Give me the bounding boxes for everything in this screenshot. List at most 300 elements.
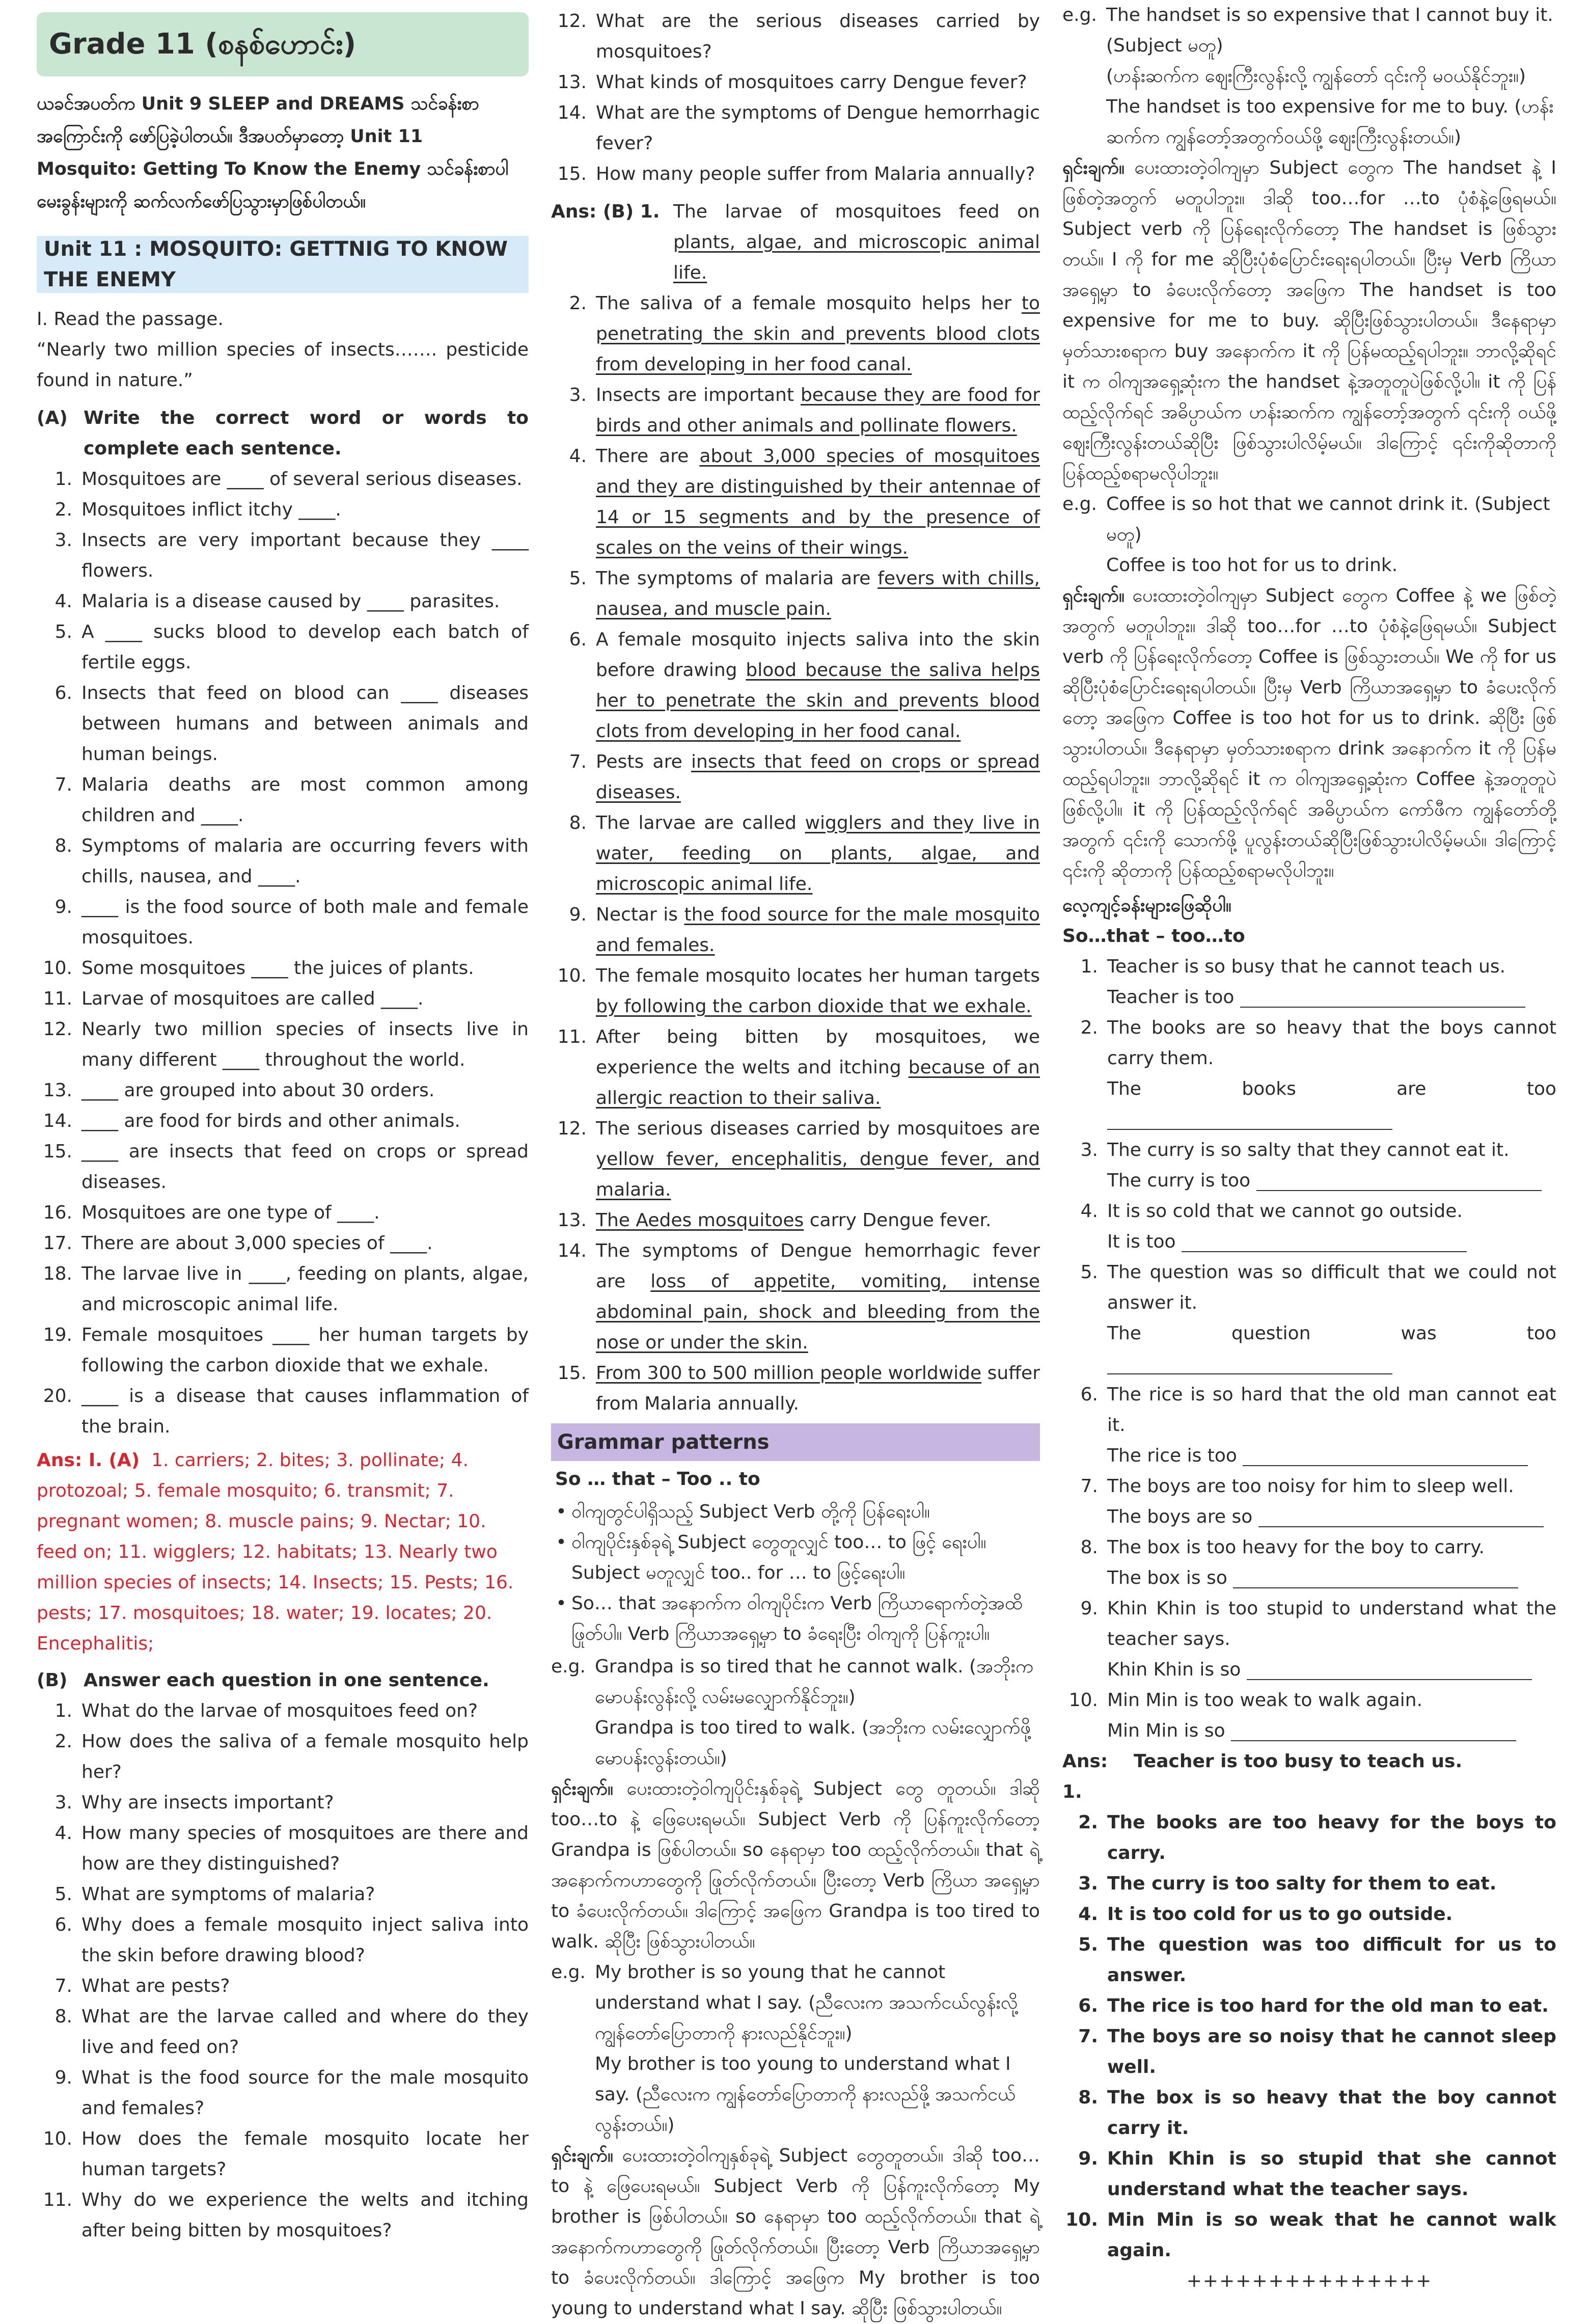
- item-number: 9.: [1080, 1598, 1098, 1619]
- item-number: 5.: [54, 621, 72, 642]
- item-text: A female mosquito injects saliva into the skin before drawing blood because the saliva helps her to penetrate the skin and prevents blood clots from developing in her food canal.: [596, 629, 1040, 742]
- item-number: 19.: [43, 1325, 72, 1345]
- item-text: What are the symptoms of Dengue hemorrhagic fever?: [596, 102, 1040, 154]
- item-number: 16.: [43, 1202, 72, 1223]
- item-text: [1107, 1593, 1556, 1685]
- answer-item: [551, 288, 1040, 380]
- item-number: 5.: [54, 1884, 72, 1905]
- item-text: Symptoms of malaria are occurring fevers with chills, nausea, and ____.: [81, 835, 529, 887]
- item-number: 14.: [557, 102, 587, 123]
- item-text: Nectar is the food source for the male mosquito and females.: [596, 904, 1040, 956]
- question-item: [551, 159, 1040, 190]
- exercise-stem: Khin Khin is so: [1107, 1655, 1556, 1685]
- answer-blank: [1258, 1508, 1544, 1527]
- item-number: 15.: [557, 164, 587, 184]
- item-text: From 300 to 500 million people worldwide suffer from Malaria annually.: [596, 1363, 1040, 1414]
- item-number: 12.: [43, 1019, 72, 1040]
- answer-blank: [1182, 1233, 1467, 1252]
- question-item: [37, 1696, 529, 1726]
- grammar-rule: [551, 1527, 1040, 1588]
- question-item: [37, 1198, 529, 1228]
- exercise-answer: [1062, 2021, 1556, 2083]
- question-item: [37, 1106, 529, 1137]
- question-item: [37, 586, 529, 617]
- grammar-rule: [551, 1588, 1040, 1650]
- item-number: 8.: [54, 835, 72, 856]
- underlined-answer: The Aedes mosquitoes: [596, 1210, 804, 1231]
- item-text: How does the female mosquito locate her human targets?: [81, 2128, 529, 2180]
- item-text: It is too cold for us to go outside.: [1107, 1904, 1453, 1925]
- item-text: The female mosquito locates her human targets by following the carbon dioxide that we exhale.: [596, 965, 1040, 1017]
- answer-item: [551, 961, 1040, 1022]
- answer-blank: [1233, 1569, 1518, 1588]
- answer-item: [551, 441, 1040, 563]
- bullet-icon: •: [556, 1593, 567, 1614]
- exercise-question: Teacher is so busy that he cannot teach us.: [1107, 956, 1506, 977]
- column-1: [37, 0, 529, 2246]
- item-text: The larvae are called wigglers and they live in water, feeding on plants, algae, and microscopic animal life.: [596, 813, 1040, 895]
- exercise-answer: [1062, 2083, 1556, 2144]
- item-text: The saliva of a female mosquito helps her to penetrating the skin and prevents blood clots from developing in her food canal.: [596, 293, 1040, 375]
- item-number: 10.: [43, 2128, 72, 2149]
- question-item: [37, 892, 529, 953]
- question-item: [37, 1818, 529, 1879]
- grammar-rules: [551, 1497, 1040, 1650]
- answer-blank: [1107, 1355, 1392, 1374]
- item-text: [1107, 1135, 1556, 1196]
- item-text: The rice is too hard for the old man to eat.: [1107, 1995, 1549, 2016]
- item-number: Ans: (B) 1.: [551, 201, 660, 222]
- item-text: ____ are food for birds and other animals.: [81, 1111, 460, 1131]
- item-number: 7.: [1078, 2026, 1098, 2047]
- section-b-questions-cont: [551, 6, 1040, 190]
- item-number: 6.: [1080, 1384, 1098, 1405]
- item-text: The larvae live in ____, feeding on plants, algae, and microscopic animal life.: [81, 1263, 529, 1315]
- answer-blank: [1231, 1722, 1516, 1741]
- question-item: [37, 1879, 529, 1910]
- exercise-stem: The question was too: [1107, 1318, 1556, 1380]
- answer-list: [551, 197, 1040, 1419]
- question-item: [37, 1910, 529, 1971]
- item-number: 8.: [569, 813, 587, 833]
- exercise-stem: Min Min is so: [1107, 1716, 1556, 1746]
- item-number: 1.: [54, 469, 72, 490]
- item-text: What kinds of mosquitoes carry Dengue fever?: [596, 72, 1027, 93]
- exercise-stem: The books are too: [1107, 1074, 1556, 1135]
- item-number: 8.: [1080, 1537, 1098, 1558]
- item-text: Mosquitoes are ____ of several serious diseases.: [81, 469, 523, 490]
- item-number: 15.: [43, 1141, 72, 1162]
- question-item: [37, 1259, 529, 1320]
- item-text: Some mosquitoes ____ the juices of plants.: [81, 958, 474, 979]
- item-number: 11.: [557, 1026, 587, 1047]
- answer-item: [551, 625, 1040, 747]
- question-item: [551, 6, 1040, 67]
- question-item: [37, 678, 529, 770]
- item-text: A ____ sucks blood to develop each batch of fertile eggs.: [81, 621, 529, 673]
- item-text: Larvae of mosquitoes are called ____.: [81, 988, 424, 1009]
- answer-item: [551, 747, 1040, 808]
- rule-text: ဝါကျပိုင်းနှစ်ခုရဲ့ Subject တွေတူလျှင် too… to ဖြင့် ရေးပါ။ Subject မတူလျှင် too.. for … to ဖြင့်ရေးပါ။: [571, 1532, 986, 1583]
- item-text: [1107, 1685, 1556, 1746]
- item-number: 4.: [54, 591, 72, 612]
- exercise-question: Min Min is too weak to walk again.: [1107, 1690, 1423, 1711]
- item-number: 17.: [43, 1233, 72, 1254]
- underlined-answer: the food source for the male mosquito and females.: [596, 904, 1040, 956]
- item-text: The box is so heavy that the boy cannot carry it.: [1107, 2087, 1556, 2139]
- item-number: 18.: [43, 1263, 72, 1284]
- exercise-item: [1062, 1135, 1556, 1196]
- underlined-answer: fevers with chills, nausea, and muscle pain.: [596, 568, 1040, 619]
- question-item: [37, 831, 529, 892]
- item-number: 20.: [43, 1386, 72, 1407]
- item-number: 7.: [1080, 1476, 1098, 1497]
- item-text: What is the food source for the male mosquito and females?: [81, 2067, 529, 2119]
- item-number: 11.: [43, 988, 72, 1009]
- eg-label: e.g.: [1062, 5, 1097, 25]
- answer-item: [551, 1236, 1040, 1358]
- grammar-pattern: So … that – Too .. to: [555, 1469, 760, 1490]
- item-text: The question was too difficult for us to answer.: [1107, 1934, 1556, 1986]
- unit-heading: [37, 236, 529, 293]
- underlined-answer: From 300 to 500 million people worldwide: [596, 1363, 982, 1384]
- item-text: The symptoms of Dengue hemorrhagic fever are loss of appetite, vomiting, intense abdominal pain, shock and bleeding from the nose or under the skin.: [596, 1240, 1040, 1353]
- item-text: [1107, 1013, 1556, 1135]
- unit-title: Unit 11 : MOSQUITO: GETTNIG TO KNOW THE ENEMY: [44, 237, 508, 291]
- item-number: 14.: [557, 1240, 587, 1261]
- item-text: ____ is a disease that causes inflammation of the brain.: [81, 1386, 529, 1437]
- item-text: Pests are insects that feed on crops or spread diseases.: [596, 751, 1040, 803]
- grade-heading: [37, 12, 529, 76]
- item-text: Malaria deaths are most common among children and ____.: [81, 774, 529, 826]
- exercise-item: [1062, 1013, 1556, 1135]
- exercise-answer: [1062, 1899, 1556, 1930]
- question-item: [37, 1014, 529, 1075]
- question-item: [37, 2063, 529, 2124]
- question-item: [37, 984, 529, 1014]
- exercise-answer: [1062, 2205, 1556, 2266]
- item-text: Insects are important because they are food for birds and other animals and pollinate flowers.: [596, 385, 1040, 436]
- item-number: 10.: [43, 958, 72, 979]
- exercise-stem: It is too: [1107, 1227, 1556, 1257]
- example-sentence: [551, 1957, 1040, 2049]
- answer-item: [551, 1022, 1040, 1114]
- question-item: [37, 495, 529, 525]
- item-text: The serious diseases carried by mosquitoes are yellow fever, encephalitis, dengue fever, and malaria.: [596, 1118, 1040, 1200]
- item-number: 2.: [54, 499, 72, 520]
- exercise-answer: [1062, 1930, 1556, 1991]
- exercise-pattern: So…that – too…to: [1062, 926, 1245, 947]
- item-number: 3.: [1078, 1873, 1098, 1894]
- example-note: ရှင်းချက်။ ပေးထားတဲ့ဝါကျမှာ Subject တွေက Coffee နဲ့ we ဖြစ်တဲ့အတွက် မတူပါဘူး။ ဒါဆို too…for …to ပုံစံနဲ့ဖြေရမယ်။ Subject verb ကို ပြန်ရေးလိုက်တော့ Coffee is ဖြစ်သွားတယ်။ We ကို for us ဆိုပြီးပုံစံပြောင်းရေးရပါတယ်။ ပြီးမှ Verb ကြိယာအရှေ့မှာ to ခံပေးလိုက်တော့ အဖြေက Coffee is too hot for us to drink. ဆိုပြီး ဖြစ်သွားပါတယ်။ ဒီနေရာမှာ မှတ်သားစရာက drink အနောက်က it ကို ပြန်မထည့်ရပါဘူး။ ဘာလို့ဆိုရင် it က ဝါကျအရှေ့ဆုံးက Coffee နဲ့အတူတူပဲဖြစ်လို့ပါ။ it ကို ပြန်ထည့်လိုက်ရင် အဓိပ္ပာယ်က ကော်ဖီက ကျွန်တော်တို့အတွက် ၎င်းကို သောက်ဖို့ ပူလွန်းတယ်ဆိုပြီးဖြစ်သွားပါလိမ့်မယ်။ ဒါကြောင့် ၎င်းကို ဆိုတာကို ပြန်ထည့်စရာမလိုပါဘူး။: [1062, 585, 1556, 881]
- section-a-list: [37, 464, 529, 1442]
- item-text: Why does a female mosquito inject saliva into the skin before drawing blood?: [81, 1914, 529, 1966]
- section-b-label: (B): [37, 1670, 68, 1691]
- item-number: 13.: [557, 72, 587, 93]
- question-item: [551, 67, 1040, 98]
- item-number: 7.: [54, 774, 72, 795]
- exercise-question: It is so cold that we cannot go outside.: [1107, 1201, 1463, 1222]
- exercise-question: Khin Khin is too stupid to understand what the teacher says.: [1107, 1598, 1556, 1650]
- grammar-rule: [551, 1497, 1040, 1527]
- answer-blank: [1243, 1447, 1528, 1466]
- item-text: What are the serious diseases carried by mosquitoes?: [596, 11, 1040, 62]
- exercise-question: The question was so difficult that we could not answer it.: [1107, 1262, 1556, 1313]
- example-sentence: [1062, 489, 1556, 550]
- exercise-answer: [1062, 1869, 1556, 1899]
- item-text: [1107, 1471, 1556, 1532]
- answer-item: [551, 197, 1040, 288]
- item-number: 9.: [54, 2067, 72, 2088]
- exercise-answer: [1062, 1807, 1556, 1869]
- item-number: 6.: [1078, 1995, 1098, 2016]
- item-number: 3.: [54, 1792, 72, 1813]
- item-text: How does the saliva of a female mosquito help her?: [81, 1731, 529, 1782]
- exercise-question: The books are so heavy that the boys cannot carry them.: [1107, 1017, 1556, 1069]
- item-number: 1.: [54, 1700, 72, 1721]
- item-text: Why are insects important?: [81, 1792, 334, 1813]
- item-text: There are about 3,000 species of mosquitoes and they are distinguished by their antennae of 14 or 15 segments and by the presence of scales on the veins of their wings.: [596, 446, 1040, 558]
- item-text: The boys are so noisy that he cannot sleep well.: [1107, 2026, 1556, 2077]
- question-item: [37, 1726, 529, 1788]
- answer-text: 1. carriers; 2. bites; 3. pollinate; 4. protozoal; 5. female mosquito; 6. transmit; 7. pregnant women; 8. muscle pains; 9. Nectar; 10. feed on; 11. wigglers; 12. habitats; 13. Nearly two million species of insects; 14. Insects; 15. Pests; 16. pests; 17. mosquitoes; 18. water; 19. locates; 20. Encephalitis;: [37, 1450, 514, 1654]
- note-label: ရှင်းချက်။: [1062, 157, 1124, 178]
- exercise-stem: The rice is too: [1107, 1441, 1556, 1471]
- answer-blank: [1240, 988, 1525, 1008]
- example-original: Coffee is so hot that we cannot drink it. (Subject မတူ): [1106, 494, 1550, 545]
- item-text: [1107, 952, 1556, 1013]
- answer-item: [551, 900, 1040, 961]
- item-number: 4.: [1080, 1201, 1098, 1222]
- answer-item: [551, 808, 1040, 900]
- item-text: Female mosquitoes ____ her human targets by following the carbon dioxide that we exhale.: [81, 1325, 529, 1376]
- item-number: 8.: [1078, 2087, 1098, 2108]
- example-transformed: The handset is too expensive for me to buy. (ဟန်းဆက်က ကျွန်တော့်အတွက်ဝယ်ဖို့ ဈေးကြီးလွန်းတယ်။): [1106, 96, 1554, 148]
- section-a-answers: [37, 1445, 529, 1659]
- passage-quote: “Nearly two million species of insects……. pesticide found in nature.”: [37, 339, 529, 391]
- intro-paragraph: ယခင်အပတ်က Unit 9 SLEEP and DREAMS သင်ခန်းစာအကြောင်းကို ဖော်ပြခဲ့ပါတယ်။ ဒီအပတ်မှာတော့ Unit 11 Mosquito: Getting To Know the Enemy သင်ခန်းစာပါ မေးခွန်းများကို ဆက်လက်ဖော်ပြသွားမှာဖြစ်ပါတယ်။: [37, 94, 509, 212]
- item-text: Mosquitoes inflict itchy ____.: [81, 499, 341, 520]
- answer-label: Ans: I. (A): [37, 1450, 140, 1471]
- item-number: 6.: [54, 683, 72, 704]
- item-number: 15.: [557, 1363, 587, 1384]
- item-number: 6.: [569, 629, 587, 650]
- question-item: [37, 1228, 529, 1259]
- item-number: 9.: [54, 897, 72, 917]
- exercise-answer: [1062, 1991, 1556, 2021]
- item-number: 13.: [557, 1210, 587, 1231]
- item-number: 3.: [54, 530, 72, 551]
- example-sentence: [1062, 0, 1556, 61]
- answer-item: [551, 1114, 1040, 1205]
- item-text: ____ are insects that feed on crops or spread diseases.: [81, 1141, 529, 1193]
- section-b-heading: [37, 1665, 529, 1696]
- question-item: [37, 464, 529, 495]
- question-item: [37, 1137, 529, 1198]
- item-text: What are the larvae called and where do they live and feed on?: [81, 2006, 529, 2058]
- exercise-item: [1062, 1380, 1556, 1471]
- exercise-item: [1062, 1196, 1556, 1257]
- example-note: ရှင်းချက်။ ပေးထားတဲ့ဝါကျပိုင်းနှစ်ခုရဲ့ Subject တွေ တူတယ်။ ဒါဆို too…to နဲ့ ဖြေပေးရမယ်။ Subject Verb ကို ပြန်ကူးလိုက်တော့ Grandpa is ဖြစ်ပါတယ်။ so နေရာမှာ too ထည့်လိုက်တယ်။ that ရဲ့ အနောက်ကဟာတွေကို ဖြုတ်လိုက်တယ်။ ပြီးတော့ Verb ကြိယာ အရှေ့မှာ to ခံပေးလိုက်တယ်။ ဒါကြောင့် အဖြေက Grandpa is too tired to walk. ဆိုပြီး ဖြစ်သွားပါတယ်။: [551, 1778, 1040, 1952]
- item-text: The symptoms of malaria are fevers with chills, nausea, and muscle pain.: [596, 568, 1040, 619]
- item-text: After being bitten by mosquitoes, we experience the welts and itching because of an allergic reaction to their saliva.: [596, 1026, 1040, 1109]
- item-text: How many species of mosquitoes are there and how are they distinguished?: [81, 1823, 529, 1874]
- exercise-item: [1062, 952, 1556, 1013]
- underlined-answer: because of an allergic reaction to their saliva.: [596, 1057, 1040, 1109]
- rule-text: So… that အနောက်က ဝါကျပိုင်းက Verb ကြိယာရောက်တဲ့အထိ ဖြုတ်ပါ။ Verb ကြိယာအရှေ့မှာ to ခံရေးပြီး ဝါကျကို ပြန်ကူးပါ။: [571, 1593, 1023, 1644]
- exercise-item: [1062, 1593, 1556, 1685]
- bullet-icon: •: [556, 1501, 567, 1522]
- item-number: 3.: [569, 385, 587, 406]
- eg-label: e.g.: [1062, 494, 1097, 515]
- exercise-item: [1062, 1685, 1556, 1746]
- item-text: [1107, 1532, 1556, 1593]
- question-item: [37, 1381, 529, 1442]
- question-item: [551, 98, 1040, 159]
- bullet-icon: •: [556, 1532, 567, 1553]
- item-number: 12.: [557, 11, 587, 32]
- example-sentence: [551, 1652, 1040, 1713]
- item-number: 4.: [54, 1823, 72, 1844]
- question-item: [37, 1971, 529, 2002]
- item-number: Ans: 1.: [1062, 1751, 1108, 1802]
- item-text: Insects are very important because they ____ flowers.: [81, 530, 529, 581]
- item-number: 11.: [43, 2190, 72, 2210]
- section-a-heading: [37, 403, 529, 464]
- grammar-heading: [551, 1423, 1040, 1461]
- question-item: [37, 2002, 529, 2063]
- note-label: ရှင်းချက်။: [551, 2145, 613, 2166]
- underlined-answer: about 3,000 species of mosquitoes and they are distinguished by their antennae of 14 or 15 segments and by the presence of scales on the veins of their wings.: [596, 446, 1040, 558]
- item-text: Min Min is so weak that he cannot walk again.: [1107, 2209, 1556, 2261]
- question-item: [37, 770, 529, 831]
- underlined-answer: wigglers and they live in water, feeding on plants, algae, and microscopic animal life.: [596, 813, 1040, 895]
- example-transformed: My brother is too young to understand what I say. (ညီလေးက ကျွန်တော်ပြောတာကို နားလည်ဖို့ အသက်ငယ်လွန်းတယ်။): [595, 2053, 1016, 2136]
- exercise-question: The curry is so salty that they cannot eat it.: [1107, 1140, 1510, 1160]
- item-number: 10.: [557, 965, 587, 986]
- exercise-list: [1062, 952, 1556, 1746]
- question-item: [37, 617, 529, 678]
- item-text: There are about 3,000 species of ____.: [81, 1233, 433, 1254]
- exercise-item: [1062, 1471, 1556, 1532]
- exercise-answers: [1062, 1746, 1556, 2266]
- item-number: 10.: [1068, 1690, 1098, 1711]
- item-number: 7.: [569, 751, 587, 772]
- example-note: ရှင်းချက်။ ပေးထားတဲ့ဝါကျနှစ်ခုရဲ့ Subject တွေတူတယ်။ ဒါဆို too…to နဲ့ ဖြေပေးရမယ်။ Subject Verb ကို ပြန်ကူးလိုက်တော့ My brother is ဖြစ်ပါတယ်။ so နေရာမှာ too ထည့်လိုက်တယ်။ that ရဲ့ အနောက်ကဟာတွေကို ဖြုတ်လိုက်တယ်။ ပြီးတော့ Verb ကြိယာအရှေ့မှာ to ခံပေးလိုက်တယ်။ ဒါကြောင့် အဖြေက My brother is too young to understand what I say. ဆိုပြီး ဖြစ်သွားပါတယ်။: [551, 2145, 1040, 2319]
- answer-blank: [1247, 1661, 1532, 1680]
- rule-text: ဝါကျတွင်ပါရှိသည့် Subject Verb တို့ကို ပြန်ရေးပါ။: [571, 1501, 930, 1522]
- section-b-title: Answer each question in one sentence.: [84, 1670, 489, 1691]
- example-original: My brother is so young that he cannot understand what I say. (ညီလေးက အသက်ငယ်လွန်းလို့ ကျွန်တော်ပြောတာကို နားလည်နိုင်ဘူး။): [595, 1962, 1018, 2044]
- item-text: Malaria is a disease caused by ____ parasites.: [81, 591, 500, 612]
- section-b-questions: [37, 1696, 529, 2246]
- item-number: 2.: [54, 1731, 72, 1752]
- question-item: [37, 2185, 529, 2246]
- underlined-answer: insects that feed on crops or spread diseases.: [596, 751, 1040, 803]
- item-text: Nearly two million species of insects live in many different ____ throughout the world.: [81, 1019, 529, 1070]
- item-number: 2.: [569, 293, 587, 314]
- item-number: 5.: [569, 568, 587, 589]
- underlined-answer: loss of appetite, vomiting, intense abdominal pain, shock and bleeding from the nose or under the skin.: [596, 1271, 1040, 1353]
- grammar-examples-2: [1062, 0, 1556, 886]
- item-text: What do the larvae of mosquitoes feed on?: [81, 1700, 478, 1721]
- item-number: 9.: [569, 904, 587, 925]
- passage-instruction: I. Read the passage.: [37, 309, 224, 330]
- example-translation: (ဟန်းဆက်က ဈေးကြီးလွန်းလို့ ကျွန်တော် ၎င်းကို မဝယ်နိုင်ဘူး။): [1106, 66, 1526, 87]
- item-number: 14.: [43, 1111, 72, 1131]
- item-text: The Aedes mosquitoes carry Dengue fever.: [596, 1210, 992, 1231]
- answer-blank: [1107, 1111, 1392, 1130]
- answer-item: [551, 1358, 1040, 1419]
- question-item: [37, 1788, 529, 1818]
- section-b-answers: [551, 197, 1040, 1419]
- grammar-examples-1: [551, 1652, 1040, 2324]
- exercise-answer: [1062, 2144, 1556, 2205]
- item-text: [1107, 1257, 1556, 1380]
- grammar-title: Grammar patterns: [557, 1430, 770, 1454]
- item-number: 5.: [1078, 1934, 1098, 1955]
- answer-item: [551, 380, 1040, 441]
- underlined-answer: yellow fever, encephalitis, dengue fever, and malaria.: [596, 1149, 1040, 1200]
- item-text: What are pests?: [81, 1976, 230, 1996]
- exercise-question: The boys are too noisy for him to sleep well.: [1107, 1476, 1514, 1497]
- exercise-question: The box is too heavy for the boy to carry.: [1107, 1537, 1485, 1558]
- note-label: ရှင်းချက်။: [551, 1778, 613, 1799]
- item-text: Mosquitoes are one type of ____.: [81, 1202, 380, 1223]
- exercise-answer: [1062, 1746, 1556, 1807]
- item-number: 7.: [54, 1976, 72, 1996]
- item-number: 6.: [54, 1914, 72, 1935]
- answer-item: [551, 1205, 1040, 1236]
- item-text: Insects that feed on blood can ____ diseases between humans and between animals and human beings.: [81, 683, 529, 765]
- item-text: The larvae of mosquitoes feed on plants, algae, and microscopic animal life.: [673, 201, 1040, 283]
- item-number: 9.: [1078, 2148, 1098, 2169]
- exercise-stem: The curry is too: [1107, 1166, 1556, 1196]
- exercise-question: The rice is so hard that the old man cannot eat it.: [1107, 1384, 1556, 1436]
- item-number: 8.: [54, 2006, 72, 2027]
- example-original: Grandpa is so tired that he cannot walk. (အဘိုးက မောပန်းလွန်းလို့ လမ်းမလျှောက်နိုင်ဘူး။): [595, 1656, 1034, 1708]
- exercise-item: [1062, 1532, 1556, 1593]
- section-a-title: Write the correct word or words to complete each sentence.: [84, 408, 529, 459]
- item-number: 3.: [1080, 1140, 1098, 1160]
- question-item: [37, 1320, 529, 1381]
- item-number: 5.: [1080, 1262, 1098, 1283]
- grade-title: Grade 11 (စနစ်ဟောင်း): [49, 28, 356, 61]
- exercise-stem: Teacher is too: [1107, 982, 1556, 1013]
- exercise-stem: The boys are so: [1107, 1502, 1556, 1532]
- answer-item: [551, 563, 1040, 625]
- item-number: 4.: [569, 446, 587, 467]
- item-number: 4.: [1078, 1904, 1098, 1925]
- item-text: Why do we experience the welts and itching after being bitten by mosquitoes?: [81, 2190, 529, 2241]
- eg-label: e.g.: [551, 1962, 586, 1983]
- exercise-stem: The box is so: [1107, 1563, 1556, 1593]
- item-number: 13.: [43, 1080, 72, 1101]
- underlined-answer: blood because the saliva helps her to penetrate the skin and prevents blood clots from developing in her food canal.: [596, 660, 1040, 742]
- question-item: [37, 2124, 529, 2185]
- item-number: 2.: [1080, 1017, 1098, 1038]
- question-item: [37, 525, 529, 586]
- item-number: 2.: [1078, 1812, 1098, 1833]
- item-number: 12.: [557, 1118, 587, 1139]
- exercise-item: [1062, 1257, 1556, 1380]
- item-text: ____ are grouped into about 30 orders.: [81, 1080, 435, 1101]
- underlined-answer: plants, algae, and microscopic animal life.: [673, 232, 1040, 283]
- item-number: 10.: [1065, 2209, 1098, 2230]
- exercise-title: လေ့ကျင့်ခန်းများဖြေဆိုပါ။: [1062, 895, 1231, 916]
- example-original: The handset is so expensive that I cannot buy it. (Subject မတူ): [1106, 5, 1553, 56]
- answer-blank: [1256, 1172, 1542, 1191]
